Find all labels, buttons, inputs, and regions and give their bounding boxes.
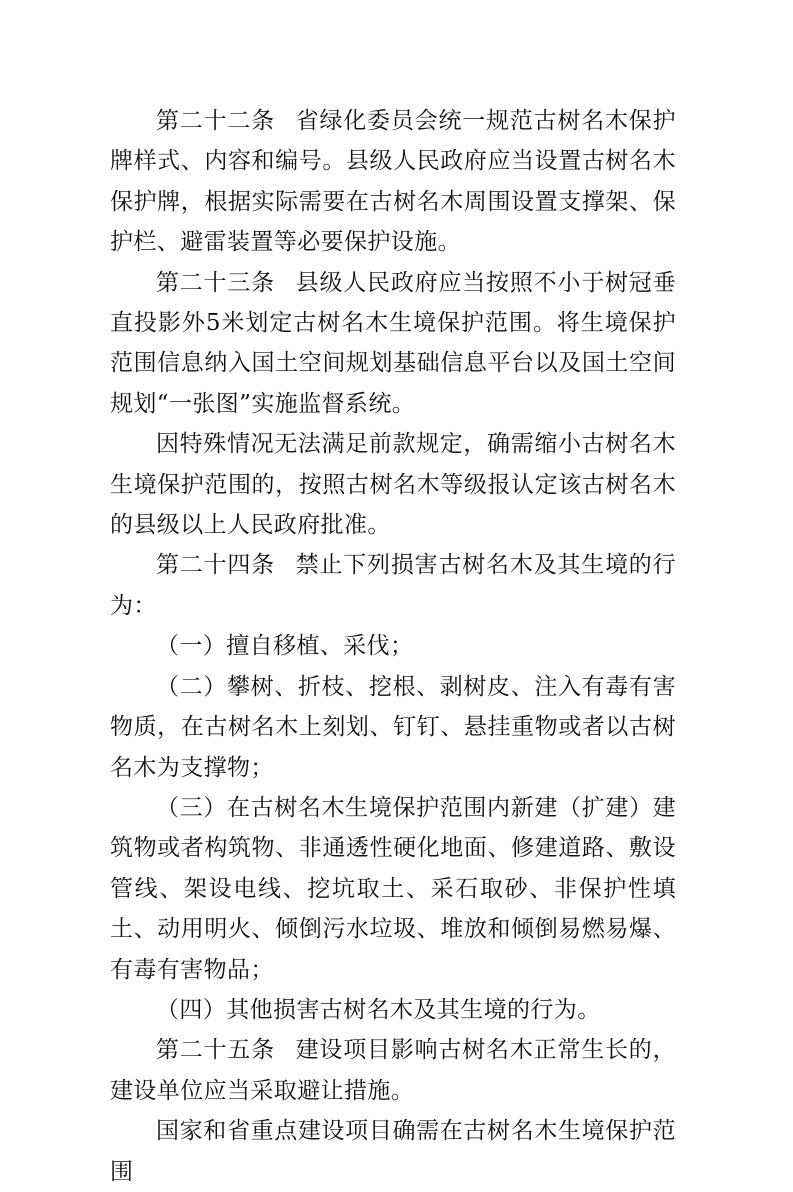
list-item-2 bbox=[110, 667, 676, 788]
paragraph-text: （三）在古树名木生境保护范围内新建（扩建）建筑物或者构筑物、非通透性硬化地面、修建道路、敷设管线、架设电线、挖坑取土、采石取砂、非保护性填土、动用明火、倾倒污水垃圾、堆放和倾倒易燃易爆、有毒有害物品； bbox=[110, 794, 676, 983]
paragraph-text: （二）攀树、折枝、挖根、剥树皮、注入有毒有害物质，在古树名木上刻划、钉钉、悬挂重物或者以古树名木为支撑物； bbox=[110, 673, 676, 781]
paragraph-article-25 bbox=[110, 1030, 676, 1111]
paragraph-special-circumstances bbox=[110, 424, 676, 545]
list-item-1 bbox=[110, 626, 676, 666]
paragraph-text: 省绿化委员会统一规范古树名木保护牌样式、内容和编号。县级人民政府应当设置古树名木保护牌，根据实际需要在古树名木周围设置支撑架、保护栏、避雷装置等必要保护设施。 bbox=[110, 108, 677, 256]
paragraph-text: （一）擅自移植、采伐； bbox=[156, 633, 414, 660]
paragraph-article-22 bbox=[110, 101, 676, 263]
list-item-4 bbox=[110, 990, 676, 1030]
article-number: 第二十二条 bbox=[156, 108, 275, 134]
paragraph-article-24 bbox=[110, 545, 676, 626]
article-number: 第二十四条 bbox=[156, 552, 275, 579]
document-body bbox=[110, 101, 676, 1192]
paragraph-text: 县级人民政府应当按照不小于树冠垂直投影外5米划定古树名木生境保护范围。将生境保护范围信息纳入国土空间规划基础信息平台以及国土空间规划“一张图”实施监督系统。 bbox=[110, 269, 677, 417]
paragraph-key-projects bbox=[110, 1111, 676, 1192]
paragraph-text: （四）其他损害古树名木及其生境的行为。 bbox=[156, 996, 601, 1023]
article-number: 第二十五条 bbox=[156, 1037, 275, 1064]
paragraph-text: 国家和省重点建设项目确需在古树名木生境保护范围 bbox=[110, 1118, 676, 1185]
paragraph-text: 建设项目影响古树名木正常生长的，建设单位应当采取避让措施。 bbox=[110, 1037, 677, 1104]
paragraph-text: 因特殊情况无法满足前款规定，确需缩小古树名木生境保护范围的，按照古树名木等级报认定该古树名木的县级以上人民政府批准。 bbox=[110, 431, 676, 539]
article-number: 第二十三条 bbox=[156, 269, 275, 296]
paragraph-text: 禁止下列损害古树名木及其生境的行为： bbox=[110, 552, 677, 619]
paragraph-article-23 bbox=[110, 263, 676, 425]
list-item-3 bbox=[110, 788, 676, 990]
